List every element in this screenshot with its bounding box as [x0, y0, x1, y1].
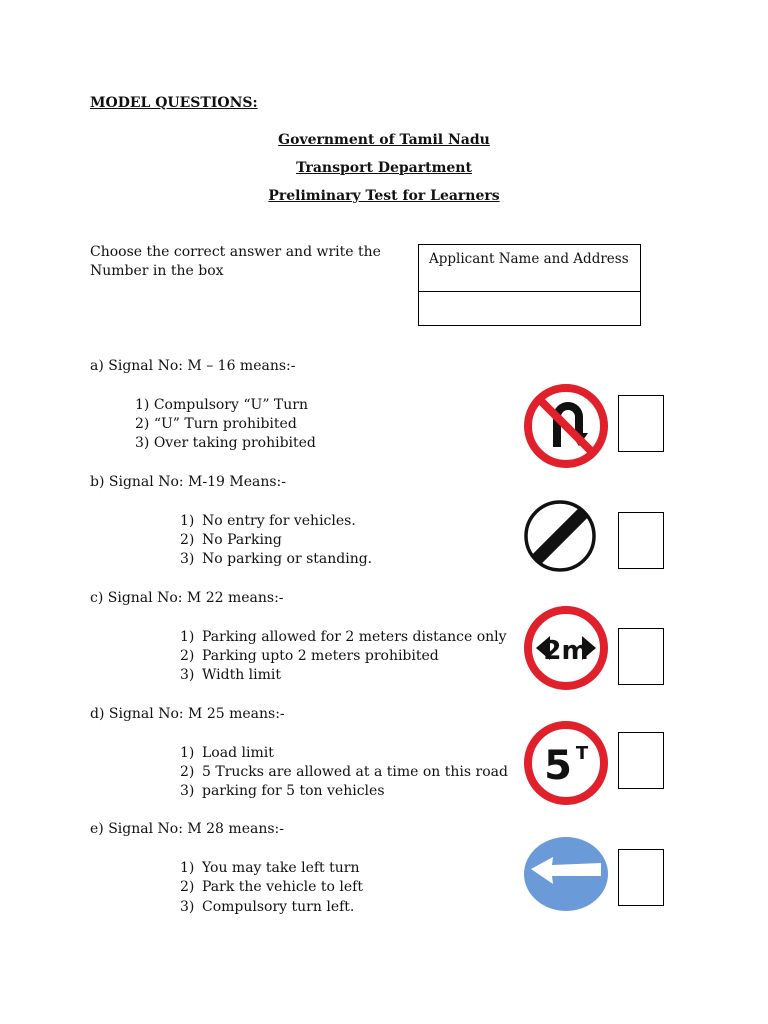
instruction-line-1: Choose the correct answer and write the [90, 244, 381, 260]
question-a-option-1: 1) Compulsory “U” Turn [135, 397, 308, 413]
question-d-title: d) Signal No: M 25 means:- [90, 706, 285, 722]
question-e-option-3: 3) Compulsory turn left. [180, 899, 355, 915]
question-e-option-2: 2) Park the vehicle to left [180, 879, 363, 895]
question-b-option-3: 3) No parking or standing. [180, 551, 373, 567]
question-e-title: e) Signal No: M 28 means:- [90, 821, 284, 837]
load-limit-sign-icon [523, 720, 609, 806]
applicant-label: Applicant Name and Address [419, 245, 640, 292]
width-limit-sign-text: 2m [543, 636, 589, 666]
load-limit-sign-number: 5 [544, 743, 572, 789]
answer-box-a[interactable] [618, 395, 664, 452]
applicant-input-area[interactable] [419, 292, 640, 325]
govt-title: Government of Tamil Nadu [278, 132, 490, 148]
test-title: Preliminary Test for Learners [268, 188, 500, 204]
instruction-line-2: Number in the box [90, 263, 224, 279]
answer-box-c[interactable] [618, 628, 664, 685]
question-d-option-3: 3) parking for 5 ton vehicles [180, 783, 385, 799]
answer-box-d[interactable] [618, 732, 664, 789]
question-b-option-1: 1) No entry for vehicles. [180, 513, 356, 529]
question-d-option-2: 2) 5 Trucks are allowed at a time on this road [180, 764, 508, 780]
question-a-option-3: 3) Over taking prohibited [135, 435, 316, 451]
compulsory-left-sign-icon [523, 836, 609, 912]
question-a-title: a) Signal No: M – 16 means:- [90, 358, 296, 374]
model-questions-heading: MODEL QUESTIONS: [90, 95, 258, 111]
question-d-option-1: 1) Load limit [180, 745, 274, 761]
question-b-title: b) Signal No: M-19 Means:- [90, 474, 286, 490]
question-b-option-2: 2) No Parking [180, 532, 282, 548]
answer-box-b[interactable] [618, 512, 664, 569]
question-c-option-3: 3) Width limit [180, 667, 282, 683]
end-of-restriction-sign-icon [523, 499, 597, 573]
question-c-title: c) Signal No: M 22 means:- [90, 590, 284, 606]
no-u-turn-sign-icon [523, 383, 609, 469]
question-c-option-1: 1) Parking allowed for 2 meters distance only [180, 629, 507, 645]
load-limit-sign-unit: T [575, 743, 589, 764]
question-c-option-2: 2) Parking upto 2 meters prohibited [180, 648, 439, 664]
applicant-box [418, 244, 641, 326]
question-e-option-1: 1) You may take left turn [180, 860, 360, 876]
answer-box-e[interactable] [618, 849, 664, 906]
question-a-option-2: 2) “U” Turn prohibited [135, 416, 297, 432]
department-title: Transport Department [296, 160, 472, 176]
width-limit-sign-icon [523, 605, 609, 691]
